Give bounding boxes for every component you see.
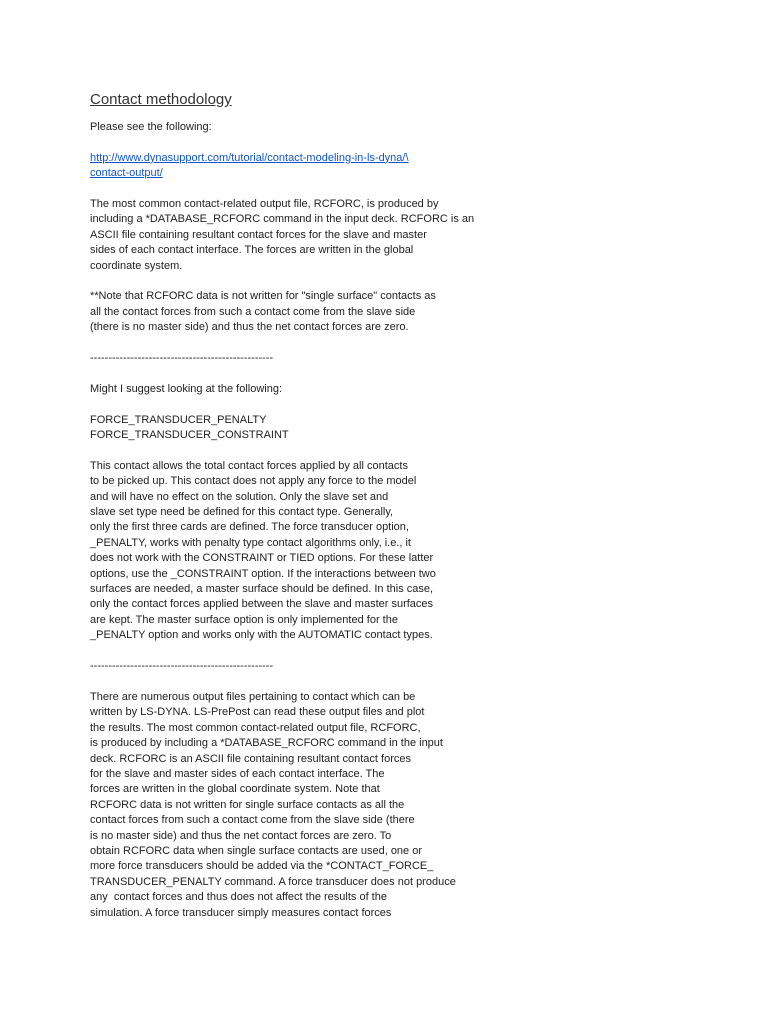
intro-text: Please see the following:: [90, 121, 212, 133]
paragraph-line: and will have no effect on the solution. Only the slave set and: [90, 490, 389, 503]
paragraph-line: only the contact forces applied between the slave and master surfaces: [90, 598, 434, 611]
separator-line: --------------------------------------------------: [90, 352, 274, 365]
paragraph-line: (there is no master side) and thus the net contact forces are zero.: [90, 321, 409, 334]
paragraph-line: coordinate system.: [90, 259, 183, 272]
paragraph-line: does not work with the CONSTRAINT or TIED options. For these latter: [90, 552, 434, 565]
paragraph-line: are kept. The master surface option is only implemented for the: [90, 613, 398, 626]
paragraph-line: sides of each contact interface. The forces are written in the global: [90, 244, 414, 257]
paragraph-line: contact forces from such a contact come from the slave side (there: [90, 814, 415, 827]
paragraph-line: more force transducers should be added via the *CONTACT_FORCE_: [90, 860, 434, 873]
keyword-item: FORCE_TRANSDUCER_PENALTY: [90, 413, 267, 426]
separator-2: [90, 659, 520, 674]
paragraph-line: simulation. A force transducer simply measures contact forces: [90, 906, 392, 919]
separator-line: --------------------------------------------------: [90, 660, 274, 673]
suggest-text: Might I suggest looking at the following:: [90, 382, 283, 395]
paragraph-line: slave set type need be defined for this contact type. Generally,: [90, 506, 394, 519]
paragraph-line: to be picked up. This contact does not apply any force to the model: [90, 475, 417, 488]
separator-1: [90, 351, 520, 366]
paragraph-line: any contact forces and thus does not affect the results of the: [90, 891, 387, 904]
paragraph-rcforc: [90, 197, 520, 274]
paragraph-line: only the first three cards are defined. The force transducer option,: [90, 521, 409, 534]
document-page: [90, 90, 520, 936]
paragraph-line: is produced by including a *DATABASE_RCFORC command in the input: [90, 737, 443, 750]
document-title: Contact methodology: [90, 91, 232, 108]
paragraph-line: is no master side) and thus the net contact forces are zero. To: [90, 829, 392, 842]
paragraph-line: **Note that RCFORC data is not written for "single surface" contacts as: [90, 290, 436, 303]
paragraph-line: the results. The most common contact-related output file, RCFORC,: [90, 721, 421, 734]
paragraph-line: TRANSDUCER_PENALTY command. A force transducer does not produce: [90, 875, 456, 888]
paragraph-line: options, use the _CONSTRAINT option. If the interactions between two: [90, 567, 436, 580]
paragraph-output-files: [90, 690, 520, 921]
reference-link-line-2[interactable]: contact-output/: [90, 167, 163, 180]
paragraph-note: [90, 289, 520, 335]
paragraph-line: RCFORC data is not written for single surface contacts as all the: [90, 798, 405, 811]
paragraph-line: surfaces are needed, a master surface should be defined. In this case,: [90, 583, 434, 596]
paragraph-line: _PENALTY option and works only with the AUTOMATIC contact types.: [90, 629, 433, 642]
paragraph-line: This contact allows the total contact forces applied by all contacts: [90, 459, 408, 472]
reference-link[interactable]: [90, 151, 520, 182]
paragraph-line: _PENALTY, works with penalty type contact algorithms only, i.e., it: [90, 536, 411, 549]
keyword-list: [90, 413, 520, 444]
paragraph-transducer: [90, 459, 520, 644]
paragraph-line: The most common contact-related output file, RCFORC, is produced by: [90, 198, 439, 210]
paragraph-line: all the contact forces from such a contact come from the slave side: [90, 305, 416, 318]
reference-link-line-1[interactable]: http://www.dynasupport.com/tutorial/contact-modeling-in-ls-dyna/\: [90, 151, 409, 164]
keyword-item: FORCE_TRANSDUCER_CONSTRAINT: [90, 429, 289, 442]
paragraph-line: obtain RCFORC data when single surface contacts are used, one or: [90, 844, 423, 857]
paragraph-line: forces are written in the global coordinate system. Note that: [90, 783, 380, 796]
paragraph-line: There are numerous output files pertaining to contact which can be: [90, 690, 416, 703]
paragraph-line: for the slave and master sides of each contact interface. The: [90, 767, 385, 780]
paragraph-line: ASCII file containing resultant contact forces for the slave and master: [90, 228, 427, 241]
paragraph-line: written by LS-DYNA. LS-PrePost can read these output files and plot: [90, 706, 425, 719]
paragraph-line: deck. RCFORC is an ASCII file containing resultant contact forces: [90, 752, 411, 765]
paragraph-line: including a *DATABASE_RCFORC command in the input deck. RCFORC is an: [90, 213, 475, 226]
